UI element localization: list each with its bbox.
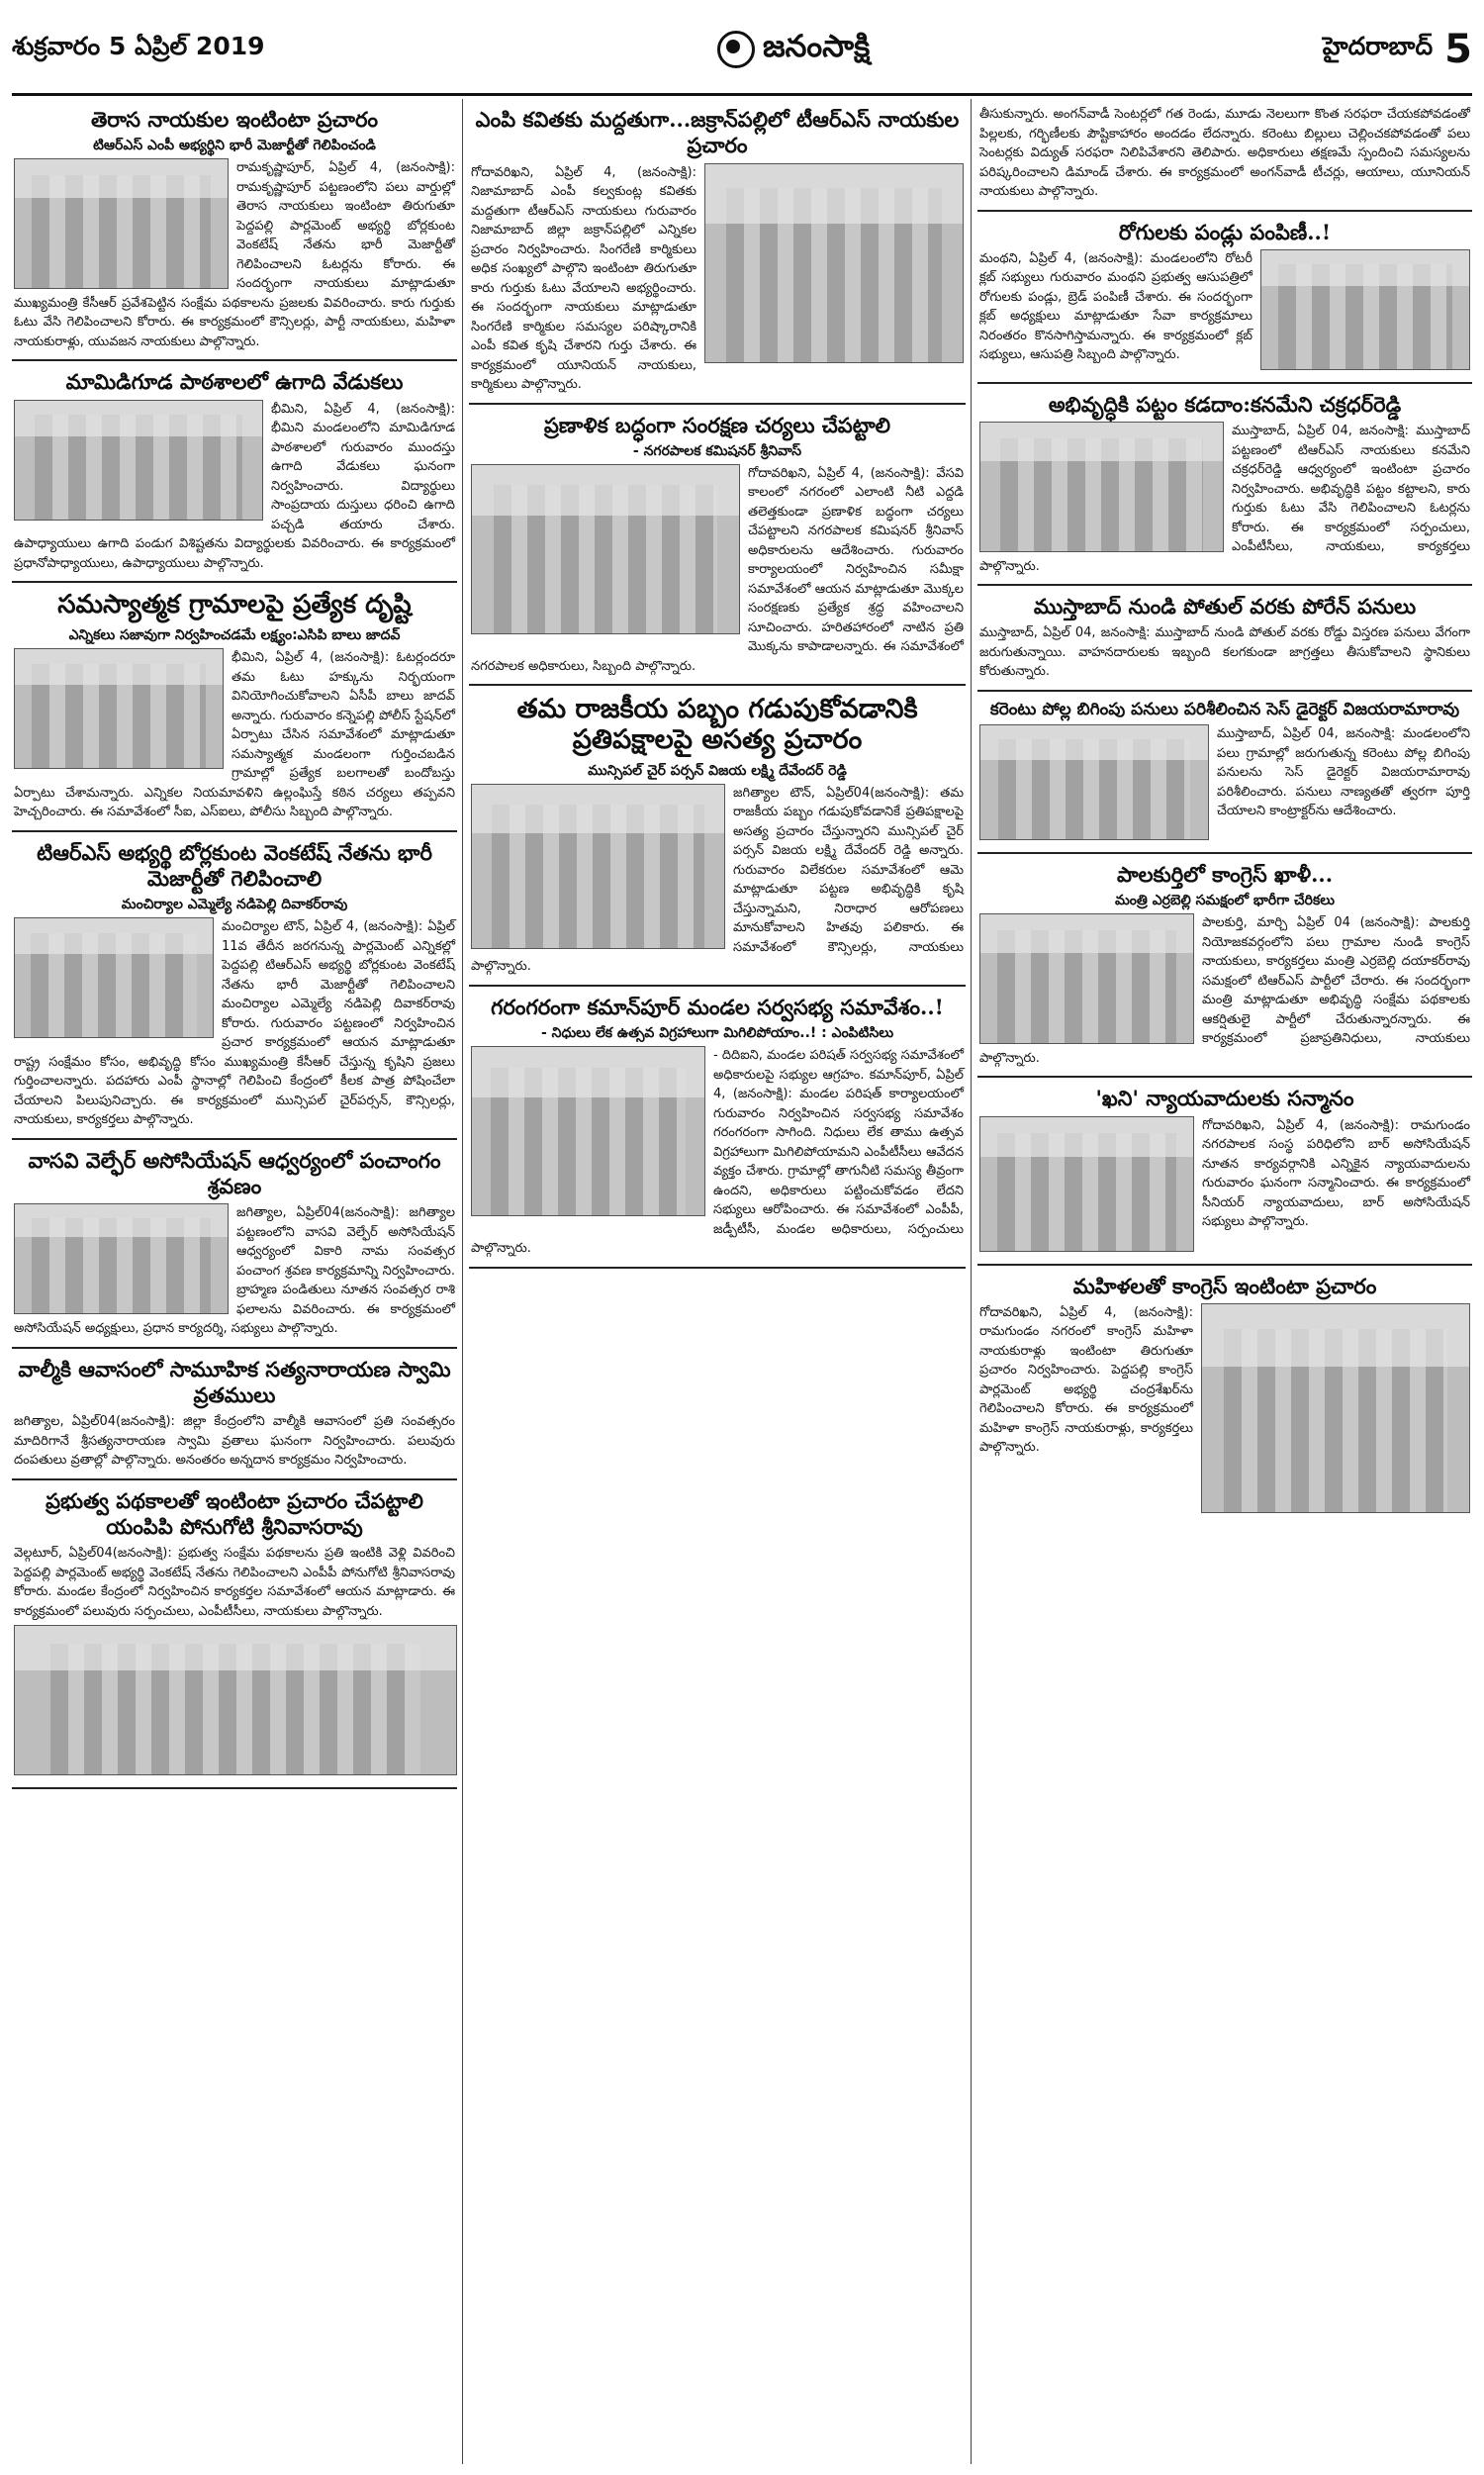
story-headline: గరంగరంగా కమాన్‌పూర్ మండల సర్వసభ్య సమావేశం..! (491, 994, 944, 1019)
masthead (12, 6, 1472, 96)
meeting-photo (14, 1625, 457, 1775)
hospital-photo (1260, 249, 1470, 370)
column-middle (469, 99, 966, 2464)
story-power-poles (977, 692, 1472, 854)
story-palakurthi (977, 854, 1472, 1078)
story-body: భీమిని, ఏప్రిల్ 4, (జనంసాక్షి): ఓటర్లందరూ తమ ఓటు హక్కును నిర్భయంగా వినియోగించుకోవాలని ఏసీపీ బాలు జాదవ్ అన్నారు. గురువారం కన్నెపల్లి పోలీస్ స్టేషన్‌లో ఏర్పాటు చేసిన సమావేశంలో మాట్లాడుతూ సమస్యాత్మక మండలంగా గుర్తించబడిన గ్రామాల్లో ప్రత్యేక బలగాలతో బందోబస్తు ఏర్పాటు చేశామన్నారు. ఎన్నికల నియమావళిని ఉల్లంఘిస్తే కఠిన చర్యలు తప్పవని హెచ్చరించారు. ఈ సమావేశంలో సీఐ, ఎస్ఐలు, పోలీసు సిబ్బంది పాల్గొన్నారు. (14, 650, 455, 820)
story-body: జగిత్యాల, ఏప్రిల్04(జనంసాక్షి): జిల్లా కేంద్రంలోని వాల్మీకి ఆవాసంలో ప్రతి సంవత్సరం మాదిరిగానే శ్రీసత్యనారాయణ స్వామి వ్రతాలు ఘనంగా నిర్వహించారు. పలువురు దంపతులు వ్రతాల్లో పాల్గొన్నారు. అనంతరం అన్నదాన కార్యక్రమం నిర్వహించారు. (14, 1414, 455, 1469)
paper-logo (717, 29, 870, 71)
felicitation-photo (979, 1116, 1194, 1252)
column-left (12, 99, 457, 2464)
story-headline: 'ఖని' న్యాయవాదులకు సన్మానం (1095, 1086, 1354, 1111)
story-subhead: - నగరపాలక కమిషనర్ శ్రీనివాస్ (632, 442, 802, 459)
story-body: వెల్గటూర్, ఏప్రిల్04(జనంసాక్షి): ప్రభుత్వ సంక్షేమ పథకాలను ప్రతి ఇంటికి వెళ్లి వివరించి పెద్దపల్లి పార్లమెంట్ అభ్యర్థి వెంకటేష్ నేతను గెలిపించాలని ఎంపీపీ పోనుగోటి శ్రీనివాసరావు కోరారు. మండల కేంద్రంలో నిర్వహించిన కార్యకర్తల సమావేశంలో ఆయన మాట్లాడారు. ఈ కార్యక్రమంలో పలువురు సర్పంచులు, ఎంపీటీసీలు, నాయకులు పాల్గొన్నారు. (14, 1546, 455, 1619)
story-headline: మహిళలతో కాంగ్రెస్ ఇంటింటా ప్రచారం (1072, 1273, 1377, 1298)
story-development (977, 384, 1472, 586)
story-subhead: ఎన్నికలు సజావుగా నిర్వహించడమే లక్ష్యం:ఎసిపి బాలు జాదవ్ (68, 627, 401, 644)
story-vasavi (12, 1140, 457, 1349)
story-headline: రోగులకు పండ్లు పంపిణీ..! (1118, 219, 1332, 244)
edition-block (1323, 27, 1472, 72)
story-body: ముస్తాబాద్, ఏప్రిల్ 04, జనంసాక్షి: మండలంలోని పలు గ్రామాల్లో జరుగుతున్న కరెంటు పోల్ల బిగింపు పనులను సెస్ డైరెక్టర్ విజయరామారావు పరిశీలించారు. పనులు నాణ్యతతో త్వరగా పూర్తి చేయాలని కాంట్రాక్టర్‌ను ఆదేశించారు. (1217, 726, 1470, 818)
story-headline: పాలకుర్తిలో కాంగ్రెస్ ఖాళీ... (1116, 862, 1333, 887)
page-number: 5 (1444, 27, 1472, 72)
story-headline: అభివృద్ధికి పట్టం కడదాం:కనమేని చక్రధర్‌రెడ్డి (1048, 391, 1402, 417)
story-subhead: మంత్రి ఎర్రబెల్లి సమక్షంలో భారీగా చేరికలు (1114, 893, 1336, 909)
story-headline: కరెంటు పోల్ల బిగింపు పనులు పరిశీలించిన సెస్ డైరెక్టర్ విజయరామారావు (989, 699, 1460, 719)
panchangam-photo (14, 1203, 229, 1314)
story-headline: ప్రభుత్వ పథకాలతో ఇంటింటా ప్రచారం చేపట్టాలి యంపిపి పోనుగోటి శ్రీనివాసరావు (46, 1487, 423, 1540)
story-body: - దిదిఐని, మండల పరిషత్ సర్వసభ్య సమావేశంలో అధికారులపై సభ్యుల ఆగ్రహం. కమాన్‌పూర్, ఏప్రిల్ 4, (జనంసాక్షి): మండల పరిషత్ కార్యాలయంలో గురువారం నిర్వహించిన సర్వసభ్య సమావేశం గరంగరంగా సాగింది. నిధులు లేక తాము ఉత్సవ విగ్రహాలుగా మిగిలిపోయామని ఎంపీటీసీలు ఆవేదన వ్యక్తం చేశారు. గ్రామాల్లో తాగునీటి సమస్య తీవ్రంగా ఉందని, అధికారులు పట్టించుకోవడం లేదని సభ్యులు ఆరోపించారు. ఈ సమావేశంలో ఎంపీపీ, జడ్పీటీసీ, మండల అధికారులు, సర్పంచులు పాల్గొన్నారు. (471, 1048, 964, 1257)
column-right (977, 99, 1472, 2464)
story-fruits-distribution (977, 212, 1472, 384)
story-trs-campaign (12, 99, 457, 361)
story-subhead: మంచిర్యాల ఎమ్మెల్యే నడిపెల్లి దివాకర్‌రావు (121, 897, 348, 913)
story-body: ముస్తాబాద్, ఏప్రిల్ 04, జనంసాక్షి: ముస్తాబాద్ పట్టణంలో టిఆర్ఎస్ నాయకులు కనమేని చక్రధర్‌రెడ్డి ఆధ్వర్యంలో ఇంటింటా ప్రచారం నిర్వహించారు. అభివృద్ధికి పట్టం కట్టాలని, కారు గుర్తుకు ఓటు వేసి గెలిపించాలని ఓటర్లను కోరారు. ఈ కార్యక్రమంలో సర్పంచులు, ఎంపీటీసీలు, నాయకులు, కార్యకర్తలు పాల్గొన్నారు. (979, 424, 1470, 574)
story-body: గోదావరిఖని, ఏప్రిల్ 4, (జనంసాక్షి): రామగుండం నగరంలో కాంగ్రెస్ మహిళా నాయకురాళ్లు ఇంటింటా తిరుగుతూ ప్రచారం నిర్వహించారు. పెద్దపల్లి కాంగ్రెస్ పార్లమెంట్ అభ్యర్థి చంద్రశేఖర్‌ను గెలిపించాలని కోరారు. ఈ కార్యక్రమంలో మహిళా కాంగ్రెస్ నాయకురాళ్లు, కార్యకర్తలు పాల్గొన్నారు. (979, 1304, 1193, 1456)
story-body: మంచిర్యాల టౌన్, ఏప్రిల్ 4, (జనంసాక్షి): ఏప్రిల్ 11వ తేదీన జరగనున్న పార్లమెంట్ ఎన్నికల్లో పెద్దపల్లి టిఆర్ఎస్ అభ్యర్థి బోర్లకుంట వెంకటేష్ నేతను భారీ మెజార్టీతో గెలిపించాలని మంచిర్యాల ఎమ్మెల్యే నడిపెల్లి దివాకర్‌రావు కోరారు. గురువారం పట్టణంలో నిర్వహించిన ప్రచార కార్యక్రమంలో ఆయన మాట్లాడుతూ రాష్ట్ర సంక్షేమం కోసం, అభివృద్ధి కోసం ముఖ్యమంత్రి కేసీఆర్ చేస్తున్న కృషిని ప్రజలు గుర్తించాలన్నారు. పదహారు ఎంపీ స్థానాల్లో గెలిపించి కేంద్రంలో కీలక పాత్ర పోషించేలా చేయాలని పిలుపునిచ్చారు. ఈ కార్యక్రమంలో మున్సిపల్ చైర్‌పర్సన్, కౌన్సిలర్లు, నాయకులు, కార్యకర్తలు పాల్గొన్నారు. (14, 919, 455, 1128)
column-divider (462, 99, 463, 2464)
story-headline: తెరాస నాయకుల ఇంటింటా ప్రచారం (90, 107, 379, 132)
campaign-photo (14, 158, 229, 289)
general-body-photo (471, 1046, 705, 1216)
story-headline: వాల్మీకి ఆవాసంలో సామూహిక సత్యనారాయణ స్వామి వ్రతములు (18, 1356, 451, 1408)
story-sensitive-villages (12, 583, 457, 832)
story-body: రామకృష్ణాపూర్, ఏప్రిల్ 4, (జనంసాక్షి): రామకృష్ణాపూర్ పట్టణంలోని పలు వార్డుల్లో తెరాస నాయకులు ఇంటింటా తిరుగుతూ పెద్దపల్లి పార్లమెంట్ అభ్యర్థి బోర్లకుంట వెంకటేష్ నేతను భారీ మెజార్టీతో గెలిపించాలని ఓటర్లను కోరారు. ఈ సందర్భంగా నాయకులు మాట్లాడుతూ ముఖ్యమంత్రి కేసీఆర్ ప్రవేశపెట్టిన సంక్షేమ పథకాలను ప్రజలకు వివరించారు. కారు గుర్తుకు ఓటు వేసి గెలిపించాలని కోరారు. ఈ కార్యక్రమంలో కౌన్సిలర్లు, పార్టీ నాయకులు, మహిళా నాయకురాళ్లు, యువజన నాయకులు పాల్గొన్నారు. (14, 160, 455, 349)
story-commissioner (469, 405, 966, 687)
story-headline: ముస్తాబాద్ నుండి పోతుల్ వరకు పోరేన్ పనులు (1033, 594, 1417, 619)
press-meet-photo (471, 784, 725, 949)
story-headline: ప్రణాళిక బద్ధంగా సంరక్షణ చర్యలు చేపట్టాలి (543, 412, 891, 437)
sun-logo-icon (717, 31, 755, 68)
women-rally-photo (1201, 1303, 1470, 1513)
story-headline: తమ రాజకీయ పబ్బం గడుపుకోవడానికి ప్రతిపక్షాలపై అసత్య ప్రచారం (516, 694, 918, 756)
story-chairperson (469, 686, 966, 986)
story-body: జగిత్యాల, ఏప్రిల్04(జనంసాక్షి): జగిత్యాల పట్టణంలోని వాసవి వెల్ఫేర్ అసోసియేషన్ ఆధ్వర్యంలో వికారి నామ సంవత్సర పంచాంగ శ్రవణ కార్యక్రమాన్ని నిర్వహించారు. బ్రాహ్మణ పండితులు నూతన సంవత్సర రాశి ఫలాలను వివరించారు. ఈ కార్యక్రమంలో అసోసియేషన్ అధ్యక్షులు, ప్రధాన కార్యదర్శి, సభ్యులు పాల్గొన్నారు. (14, 1205, 455, 1337)
rally-photo (704, 163, 964, 363)
story-ugadi (12, 361, 457, 583)
story-body: గోదావరిఖని, ఏప్రిల్ 4, (జనంసాక్షి): రామగుండం నగరపాలక సంస్థ పరిధిలోని బార్ అసోసియేషన్ నూతన కార్యవర్గానికి ఎన్నికైన న్యాయవాదులను గురువారం ఘనంగా సన్మానించారు. ఈ కార్యక్రమంలో సీనియర్ న్యాయవాదులు, బార్ అసోసియేషన్ సభ్యులు పాల్గొన్నారు. (1202, 1117, 1470, 1230)
story-body: భీమిని, ఏప్రిల్ 4, (జనంసాక్షి): భీమిని మండలంలోని మామిడిగూడ పాఠశాలలో గురువారం ముందస్తు ఉగాది వేడుకలు ఘనంగా నిర్వహించారు. విద్యార్థులు సాంప్రదాయ దుస్తులు ధరించి ఉగాది పచ్చడి తయారు చేశారు. ఉపాధ్యాయులు ఉగాది పండుగ విశిష్టతను విద్యార్థులకు వివరించారు. ఈ కార్యక్రమంలో ప్రధానోపాధ్యాయులు, ఉపాధ్యాయులు పాల్గొన్నారు. (14, 401, 455, 571)
story-body: తీసుకున్నారు. అంగన్‌వాడీ సెంటర్లలో గత రెండు, మూడు నెలలుగా కొంత సరఫరా చేయకపోవడంతో పిల్లలకు, గర్భిణీలకు పౌష్టికాహారం అందడం లేదన్నారు. కరెంటు బిల్లులు చెల్లించకపోవడంతో పలు సెంటర్లకు విద్యుత్ సరఫరా నిలిపివేశారని తెలిపారు. అధికారులు తక్షణమే స్పందించి సమస్యలను పరిష్కరించాలని డిమాండ్ చేశారు. ఈ కార్యక్రమంలో అంగన్‌వాడీ టీచర్లు, ఆయాలు, యూనియన్ నాయకులు పాల్గొన్నారు. (979, 107, 1470, 199)
story-headline: మామిడిగూడ పాఠశాలలో ఉగాది వేడుకలు (65, 369, 404, 395)
story-body: పాలకుర్తి, మార్చి ఏప్రిల్ 04 (జనంసాక్షి): పాలకుర్తి నియోజకవర్గంలోని పలు గ్రామాల నుండి కాంగ్రెస్ నాయకులు, కార్యకర్తలు మంత్రి ఎర్రబెల్లి దయాకర్‌రావు సమక్షంలో టిఆర్ఎస్ పార్టీలో చేరారు. ఈ సందర్భంగా మంత్రి మాట్లాడుతూ అభివృద్ధి సంక్షేమ పథకాలకు ఆకర్షితులై పార్టీలో చేరుతున్నారన్నారు. ఈ కార్యక్రమంలో ప్రజాప్రతినిధులు, నాయకులు పాల్గొన్నారు. (979, 915, 1470, 1066)
story-body: మంథని, ఏప్రిల్ 4, (జనంసాక్షి): మండలంలోని రోటరీ క్లబ్ సభ్యులు గురువారం మంథని ప్రభుత్వ ఆసుపత్రిలో రోగులకు పండ్లు, బ్రెడ్ పంపిణీ చేశారు. ఈ సందర్భంగా క్లబ్ అధ్యక్షులు మాట్లాడుతూ సేవా కార్యక్రమాలు నిరంతరం కొనసాగిస్తామన్నారు. ఈ కార్యక్రమంలో క్లబ్ సభ్యులు, ఆసుపత్రి సిబ్బంది పాల్గొన్నారు. (979, 250, 1252, 363)
story-headline: టిఆర్ఎస్ అభ్యర్థి బోర్లకుంట వెంకటేష్ నేతను భారీ మెజార్టీతో గెలిపించాలి (37, 839, 432, 892)
story-kamanpur (469, 987, 966, 1269)
review-meeting-photo (471, 464, 740, 634)
power-poles-photo (979, 724, 1209, 840)
edition-city: హైదరాబాద్ (1322, 32, 1434, 60)
story-subhead: టిఆర్ఎస్ ఎంపీ అభ్యర్థిని భారీ మెజార్టీతో గెలిపించండి (93, 138, 376, 154)
joining-photo (979, 913, 1194, 1044)
mla-campaign-photo (14, 917, 214, 1038)
story-body: గోదావరిఖని, ఏప్రిల్ 4, (జనంసాక్షి): వేసవి కాలంలో నగరంలో ఎలాంటి నీటి ఎద్దడి తలెత్తకుండా ప్రణాళిక బద్ధంగా చర్యలు చేపట్టాలని నగరపాలక కమిషనర్ శ్రీనివాస్ అధికారులను ఆదేశించారు. గురువారం కార్యాలయంలో నిర్వహించిన సమీక్షా సమావేశంలో ఆయన మాట్లాడుతూ మొక్కల సంరక్షణకు ప్రత్యేక శ్రద్ధ వహించాలని సూచించారు. హరితహారంలో నాటిన ప్రతి మొక్కను కాపాడాలన్నారు. ఈ సమావేశంలో నగరపాలక అధికారులు, సిబ్బంది పాల్గొన్నారు. (471, 465, 964, 674)
issue-date: శుక్రవారం 5 ఏప్రిల్ 2019 (12, 32, 265, 60)
story-valmiki (12, 1349, 457, 1480)
story-congress-women (977, 1266, 1472, 1525)
story-road-works (977, 586, 1472, 692)
story-anganwadi (977, 99, 1472, 212)
paper-name: జనంసాక్షి (763, 28, 871, 64)
story-headline: ఎంపి కవితకు మద్దతుగా...జక్రాన్‌పల్లిలో టీఆర్ఎస్ నాయకుల ప్రచారం (475, 107, 960, 158)
story-headline: వాసవి వెల్ఫేర్ అసోసియేషన్ ఆధ్వర్యంలో పంచాంగం శ్రవణం (28, 1147, 441, 1199)
story-subhead: మున్సిపల్ చైర్ పర్సన్ విజయ లక్ష్మి దేవేందర్ రెడ్డి (588, 762, 847, 779)
column-divider (971, 99, 972, 2464)
story-headline: సమస్యాత్మక గ్రామాలపై ప్రత్యేక దృష్టి (57, 590, 412, 620)
story-welfare-campaign (12, 1480, 457, 1790)
ugadi-photo (14, 400, 263, 521)
story-body: గోదావరిఖని, ఏప్రిల్ 4, (జనంసాక్షి): నిజామాబాద్ ఎంపీ కల్వకుంట్ల కవితకు మద్దతుగా టీఆర్ఎస్ నాయకులు గురువారం నిజామాబాద్ జిల్లా జక్రాన్‌పల్లిలో ఎన్నికల ప్రచారం నిర్వహించారు. సింగరేణి కార్మికులు అధిక సంఖ్యలో పాల్గొని ఇంటింటా తిరుగుతూ కారు గుర్తుకు ఓటు వేయాలని అభ్యర్థించారు. ఈ సందర్భంగా నాయకులు మాట్లాడుతూ సింగరేణి కార్మికుల సమస్యల పరిష్కారానికి ఎంపీ కవిత కృషి చేశారని గుర్తు చేశారు. ఈ కార్యక్రమంలో యూనియన్ నాయకులు, కార్మికులు పాల్గొన్నారు. (471, 164, 696, 392)
story-body: జగిత్యాల టౌన్, ఏప్రిల్04(జనంసాక్షి): తమ రాజకీయ పబ్బం గడుపుకోవడానికే ప్రతిపక్షాలపై అసత్య ప్రచారం చేస్తున్నారని మున్సిపల్ చైర్ పర్సన్ విజయ లక్ష్మి దేవేందర్ రెడ్డి అన్నారు. గురువారం విలేకరుల సమావేశంలో ఆమె మాట్లాడుతూ పట్టణ అభివృద్ధికి కృషి చేస్తున్నామని, నిరాధార ఆరోపణలు మానుకోవాలని హితవు పలికారు. ఈ సమావేశంలో కౌన్సిలర్లు, నాయకులు పాల్గొన్నారు. (471, 785, 964, 975)
police-meeting-photo (14, 648, 224, 769)
story-trs-candidate (12, 832, 457, 1140)
story-body: ముస్తాబాద్, ఏప్రిల్ 04, జనంసాక్షి: ముస్తాబాద్ నుండి పోతుల్ వరకు రోడ్డు విస్తరణ పనులు వేగంగా జరుగుతున్నాయి. వాహనదారులకు ఇబ్బంది కలగకుండా జాగ్రత్తలు తీసుకోవాలని స్థానికులు కోరుతున్నారు. (979, 625, 1470, 680)
story-lawyers (977, 1078, 1472, 1265)
story-kavitha-support (469, 99, 966, 405)
door-to-door-photo (979, 422, 1224, 552)
story-subhead: - నిధులు లేక ఉత్సవ విగ్రహాలుగా మిగిలిపోయాం..! : ఎంపిటిసిలు (540, 1024, 894, 1041)
